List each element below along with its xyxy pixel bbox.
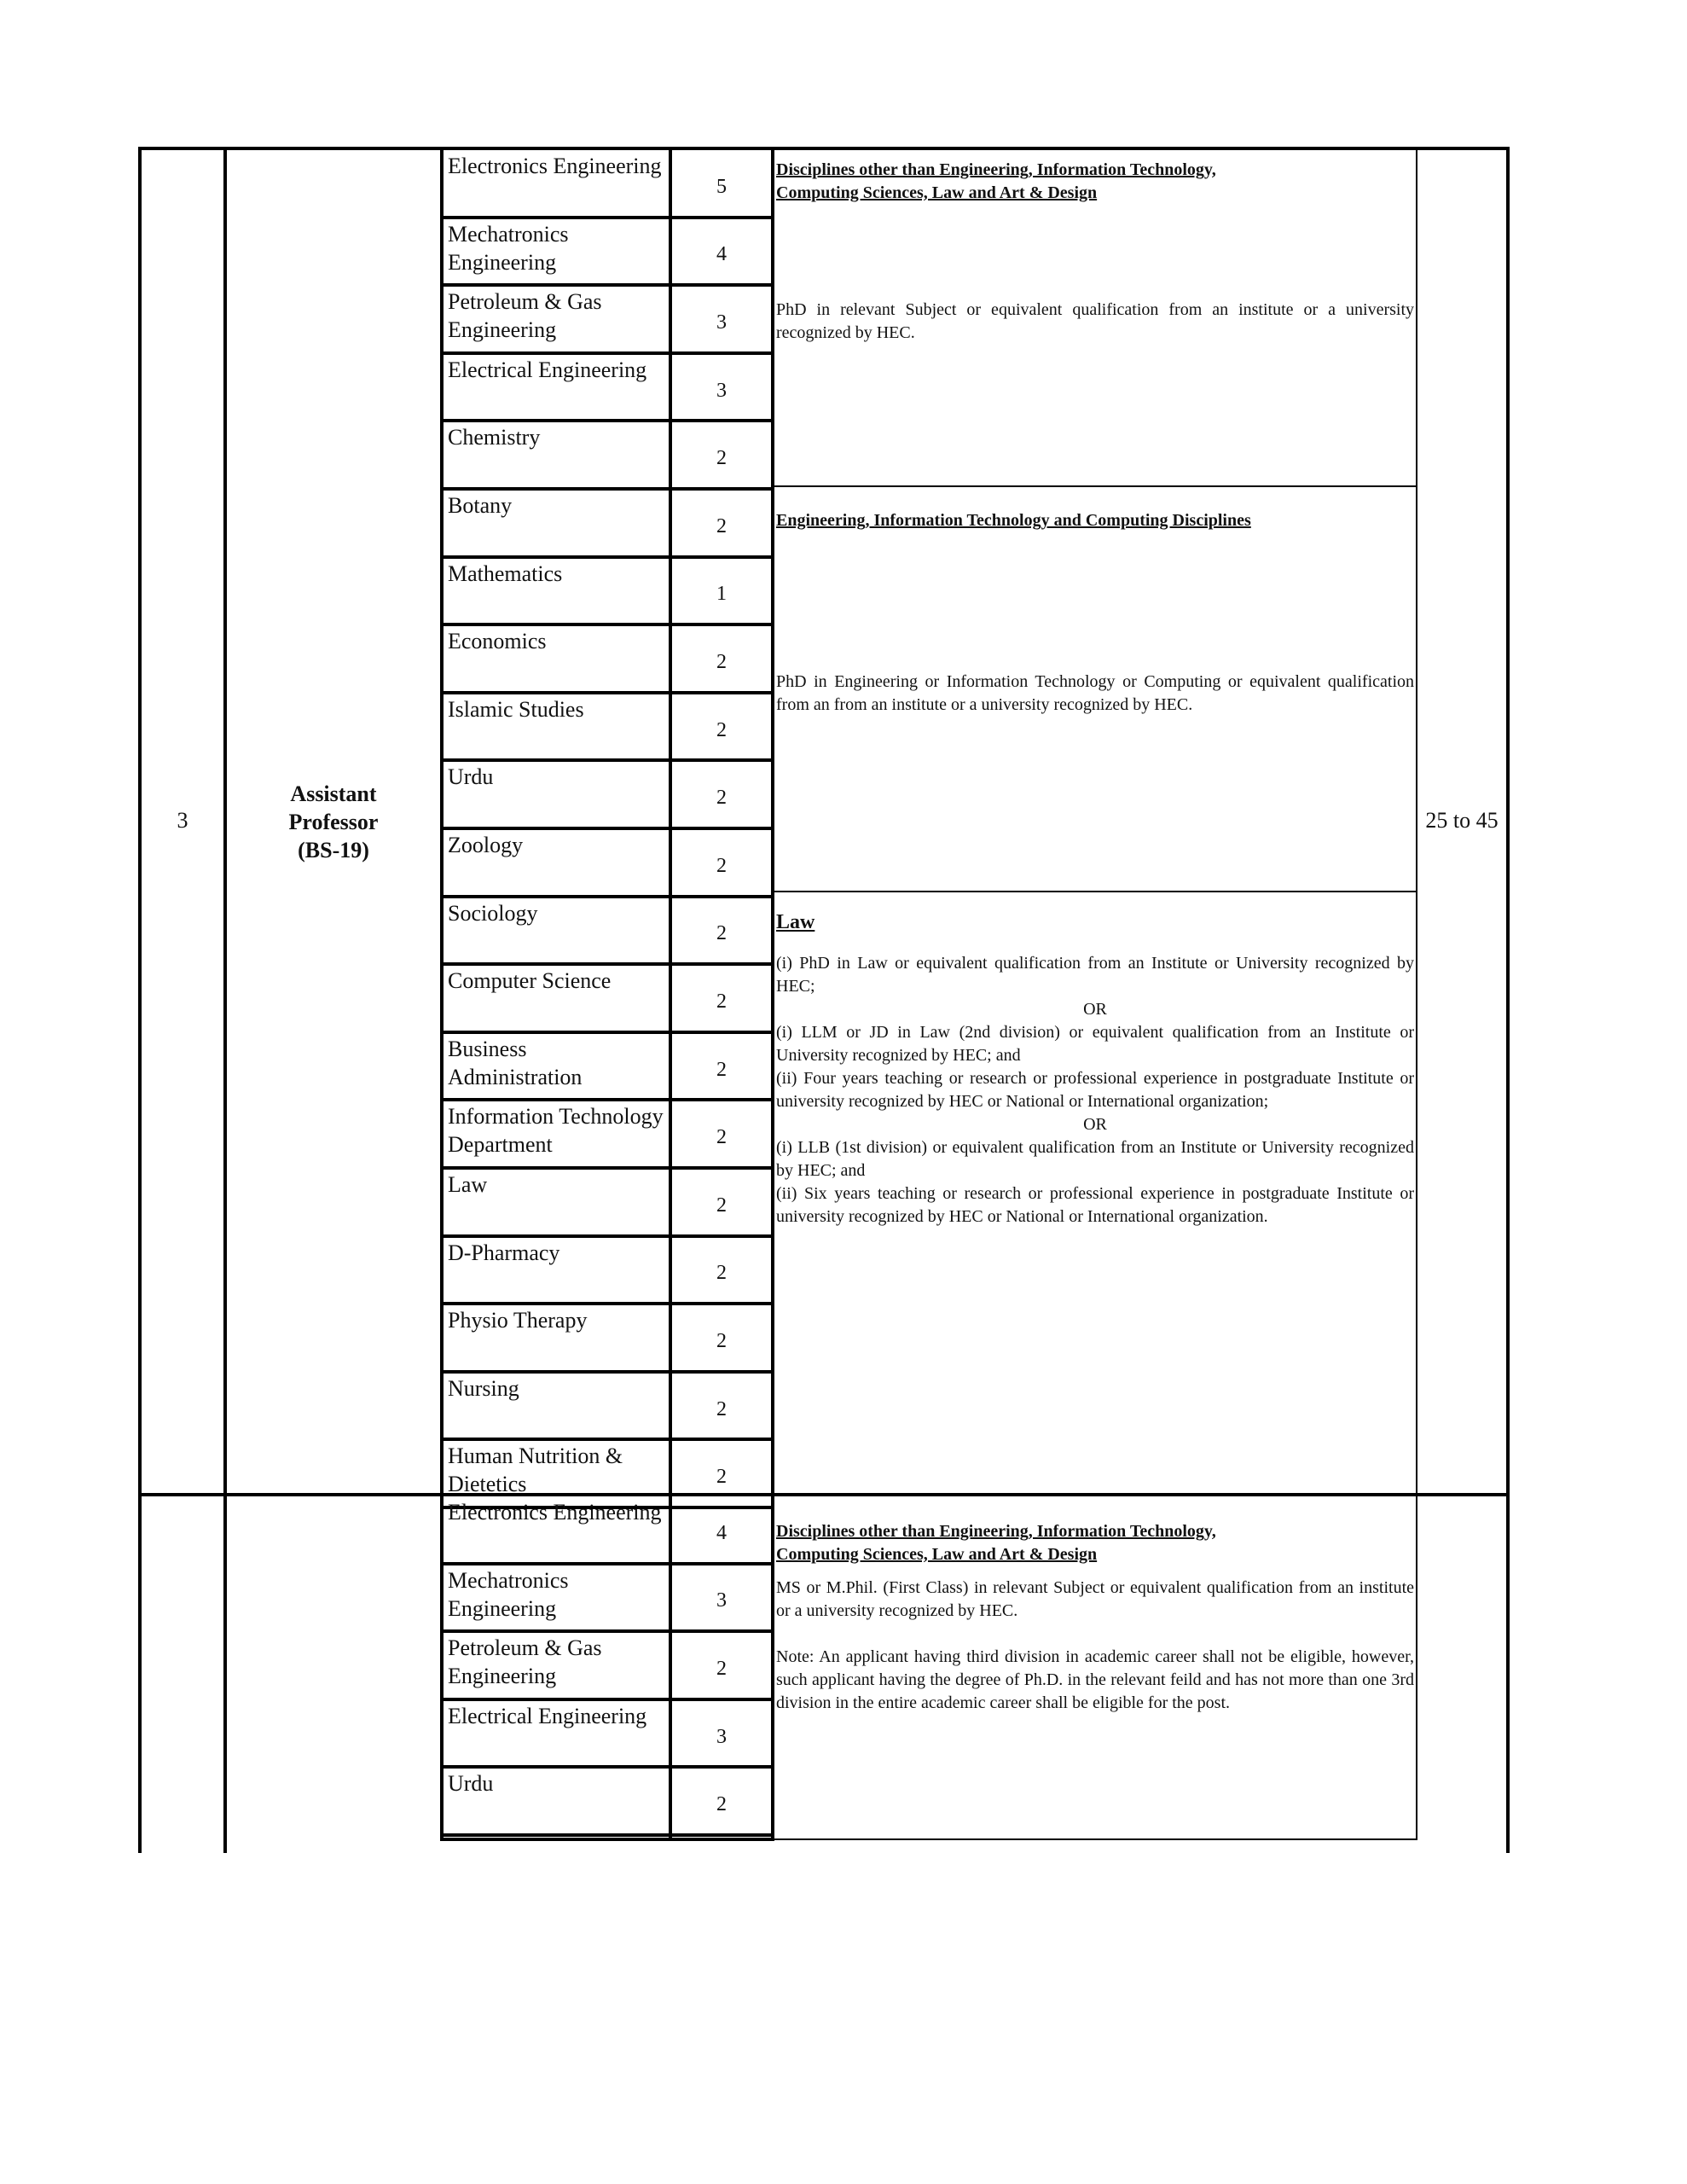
qualification-line: (i) PhD in Law or equivalent qualification from an Institute or University recognized by HEC; xyxy=(776,954,1414,996)
row-divider xyxy=(440,1833,774,1837)
department-name: Economics xyxy=(448,629,547,654)
qualification-block xyxy=(776,909,1414,1228)
qualification-line: (i) LLB (1st division) or equivalent qualification from an Institute or University recognized by HEC; and xyxy=(776,1138,1414,1180)
qualification-text: MS or M.Phil. (First Class) in relevant Subject or equivalent qualification from an institute or a university recognized by HEC. xyxy=(776,1578,1414,1620)
department-name: Electrical Engineering xyxy=(448,357,647,382)
post-title-line: Assistant xyxy=(290,781,377,806)
position-count: 1 xyxy=(716,583,727,606)
table-row xyxy=(443,965,670,1033)
position-count: 2 xyxy=(716,1793,727,1816)
position-count: 2 xyxy=(716,718,727,741)
table-row xyxy=(443,1632,670,1700)
table-row xyxy=(443,761,670,829)
table-row xyxy=(443,1304,670,1373)
table-row xyxy=(443,1033,670,1101)
department-name: Physio Therapy xyxy=(448,1308,588,1333)
table-border-left xyxy=(138,147,142,1853)
position-count: 2 xyxy=(716,1397,727,1420)
qualification-text: PhD in Engineering or Information Technology or Computing or equivalent qualification from an from an institute or a university recognized by HEC. xyxy=(776,672,1414,714)
position-count: 2 xyxy=(716,1058,727,1081)
table-row xyxy=(443,1373,670,1441)
qualification-heading: Engineering, Information Technology and Computing Disciplines xyxy=(776,511,1251,530)
department-name: D-Pharmacy xyxy=(448,1240,560,1265)
position-count: 4 xyxy=(716,1521,727,1544)
position-count: 4 xyxy=(716,243,727,266)
position-count: 3 xyxy=(716,1589,727,1612)
table-row xyxy=(443,218,670,287)
department-name: Electrical Engineering xyxy=(448,1703,647,1728)
department-name: Chemistry xyxy=(448,425,541,450)
department-name: Law xyxy=(448,1172,488,1197)
qualification-heading: Disciplines other than Engineering, Information Technology, Computing Sciences, Law and Art & Design xyxy=(776,160,1216,202)
column-divider xyxy=(223,147,227,1853)
table-row xyxy=(443,1101,670,1169)
qualification-divider xyxy=(774,891,1417,892)
position-count: 3 xyxy=(716,379,727,402)
department-name: Urdu xyxy=(448,1771,494,1797)
table-row xyxy=(443,490,670,558)
table-border-top xyxy=(138,147,1510,150)
position-count: 2 xyxy=(716,514,727,537)
department-name: Mechatronics Engineering xyxy=(448,1567,569,1621)
qualification-block xyxy=(776,159,1414,345)
position-count: 3 xyxy=(716,311,727,334)
position-count: 2 xyxy=(716,1262,727,1285)
position-count: 2 xyxy=(716,447,727,470)
position-count: 2 xyxy=(716,1194,727,1217)
position-count: 2 xyxy=(716,922,727,945)
department-name: Islamic Studies xyxy=(448,696,584,722)
table-row xyxy=(443,1768,670,1836)
department-name: Business Administration xyxy=(448,1036,583,1089)
position-count: 2 xyxy=(716,1658,727,1680)
department-name: Zoology xyxy=(448,833,524,857)
department-name: Sociology xyxy=(448,900,538,926)
department-name: Petroleum & Gas Engineering xyxy=(448,1635,602,1689)
position-count: 2 xyxy=(716,990,727,1013)
table-row xyxy=(443,1496,670,1565)
qualification-heading: Law xyxy=(776,911,815,933)
age-limit: 25 to 45 xyxy=(1425,808,1499,833)
qualification-block xyxy=(776,509,1414,717)
table-row xyxy=(443,694,670,762)
position-count: 5 xyxy=(716,175,727,198)
position-count: 2 xyxy=(716,1466,727,1489)
table-row xyxy=(443,625,670,694)
department-name: Botany xyxy=(448,493,513,518)
table-row xyxy=(443,354,670,422)
serial-number: 3 xyxy=(177,808,188,833)
table-row xyxy=(443,286,670,354)
table-row xyxy=(443,558,670,626)
department-name: Nursing xyxy=(448,1375,519,1401)
table-row xyxy=(443,150,670,218)
post-title-line: Professor xyxy=(288,810,379,834)
position-count: 2 xyxy=(716,1330,727,1352)
department-name: Petroleum & Gas Engineering xyxy=(448,289,602,343)
qualification-line: (ii) Four years teaching or research or professional experience in postgraduate Institute or university recognized by HEC or National or International organization; xyxy=(776,1069,1414,1111)
department-name: Electronics Engineering xyxy=(448,154,662,178)
table-row xyxy=(443,1169,670,1237)
qualification-or: OR xyxy=(1083,1000,1107,1019)
table-row xyxy=(443,1700,670,1769)
section-divider xyxy=(138,1493,1510,1496)
table-border-bottom xyxy=(774,1838,1417,1840)
position-count: 3 xyxy=(716,1725,727,1748)
department-name: Computer Science xyxy=(448,968,612,994)
post-title xyxy=(227,780,440,864)
qualification-line: (i) LLM or JD in Law (2nd division) or equivalent qualification from an Institute or University recognized by HEC; and xyxy=(776,1023,1414,1065)
table-row xyxy=(443,829,670,897)
column-divider xyxy=(1416,147,1417,1839)
table-row xyxy=(443,421,670,490)
position-count: 2 xyxy=(716,1126,727,1149)
department-name: Mathematics xyxy=(448,561,563,586)
position-count: 2 xyxy=(716,854,727,877)
qualification-divider xyxy=(774,485,1417,487)
department-name: Information Technology Department xyxy=(448,1104,664,1158)
position-count: 2 xyxy=(716,787,727,810)
qualification-note: Note: An applicant having third division in academic career shall not be eligible, however, such applicant having the degree of Ph.D. in the relevant feild and has not more than one 3rd division in the entire academic career shall be eligible for the post. xyxy=(776,1647,1414,1712)
department-name: Human Nutrition & Dietetics xyxy=(448,1443,623,1497)
qualification-block xyxy=(776,1520,1414,1715)
department-name: Mechatronics Engineering xyxy=(448,221,569,275)
qualification-heading: Disciplines other than Engineering, Information Technology, Computing Sciences, Law and Art & Design xyxy=(776,1522,1216,1564)
department-name: Electronics Engineering xyxy=(448,1500,662,1525)
department-name: Urdu xyxy=(448,764,494,790)
table-row xyxy=(443,1237,670,1305)
table-row xyxy=(443,897,670,966)
table-border-bottom xyxy=(440,1838,774,1841)
table-border-right xyxy=(1506,147,1510,1853)
qualification-or: OR xyxy=(1083,1115,1107,1134)
table-row xyxy=(443,1565,670,1633)
position-count: 2 xyxy=(716,651,727,673)
qualification-line: (ii) Six years teaching or research or professional experience in postgraduate Institute or university recognized by HEC or National or International organization. xyxy=(776,1184,1414,1226)
post-title-line: (BS-19) xyxy=(298,838,369,863)
qualification-text: PhD in relevant Subject or equivalent qualification from an institute or a university recognized by HEC. xyxy=(776,300,1414,342)
